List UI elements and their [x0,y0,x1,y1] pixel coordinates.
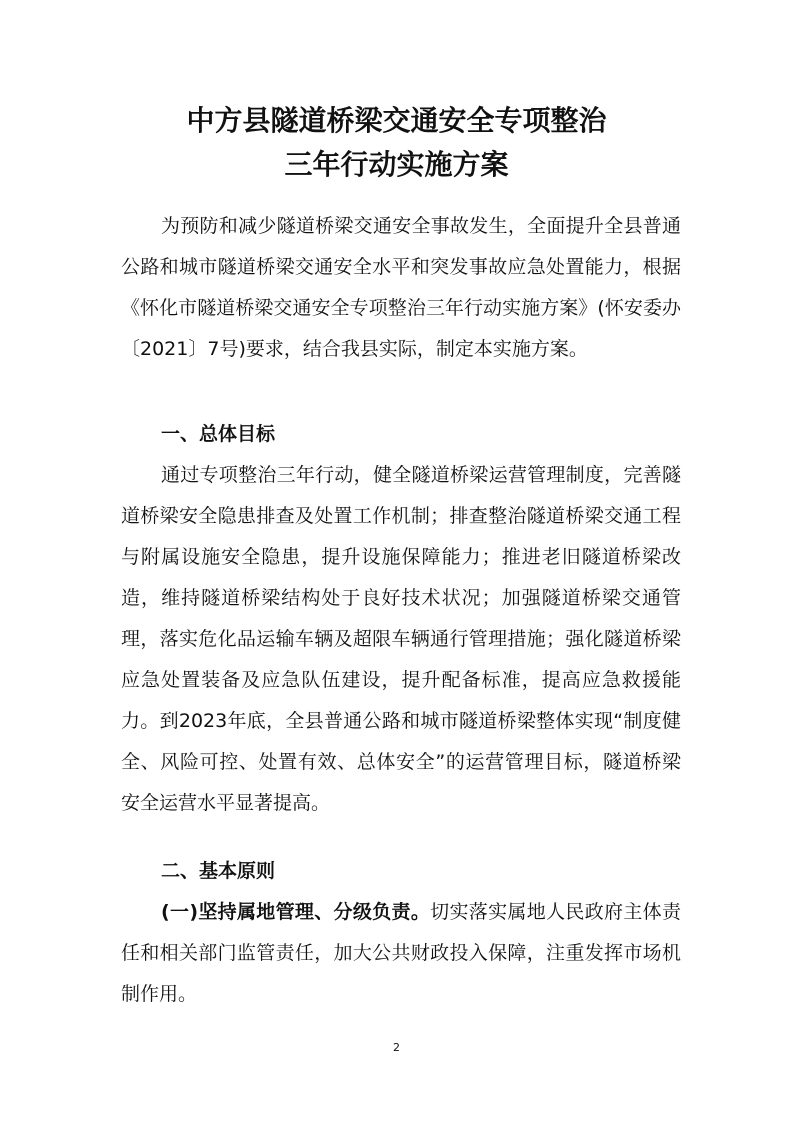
document-title-line-2: 三年行动实施方案 [284,148,509,181]
document-title-line-1: 中方县隧道桥梁交通安全专项整治 [186,104,607,137]
page-number: 2 [393,1041,400,1054]
principle-item-1 [121,892,681,1015]
intro-paragraph: 为预防和减少隧道桥梁交通安全事故发生，全面提升全县普通公路和城市隧道桥梁交通安全水平和突发事故应急处置能力，根据《怀化市隧道桥梁交通安全专项整治三年行动实施方案》(怀安委办〔2021〕7号)要求，结合我县实际，制定本实施方案。 [121,215,681,360]
section-heading-basic-principles: 二、基本原则 [161,860,276,882]
principle-item-1-text: 切实落实属地人民政府主体责任和相关部门监管责任，加大公共财政投入保障，注重发挥市场机制作用。 [121,901,681,1005]
section-heading-overall-goals: 一、总体目标 [161,423,276,445]
overall-goals-paragraph: 通过专项整治三年行动，健全隧道桥梁运营管理制度，完善隧道桥梁安全隐患排查及处置工作机制；排查整治隧道桥梁交通工程与附属设施安全隐患，提升设施保障能力；推进老旧隧道桥梁改造，维持隧道桥梁结构处于良好技术状况；加强隧道桥梁交通管理，落实危化品运输车辆及超限车辆通行管理措施；强化隧道桥梁应急处置装备及应急队伍建设，提升配备标准，提高应急救援能力。到2023年底，全县普通公路和城市隧道桥梁整体实现“制度健全、风险可控、处置有效、总体安全”的运营管理目标，隧道桥梁安全运营水平显著提高。 [121,464,681,814]
principle-item-1-lead: (一)坚持属地管理、分级负责。 [161,901,431,923]
